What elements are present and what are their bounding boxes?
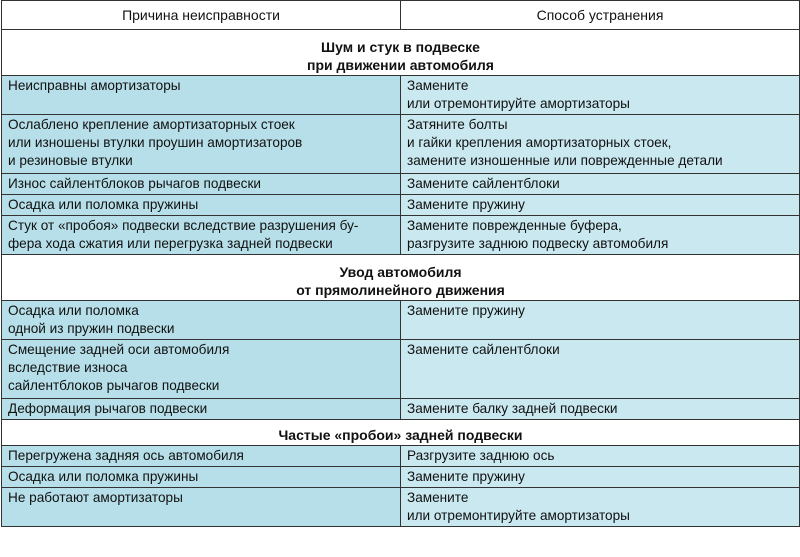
remedy-cell: Замените сайлентблоки — [401, 174, 800, 195]
table-row — [2, 76, 800, 115]
remedy-cell: Замените или отремонтируйте амортизаторы — [401, 76, 800, 115]
table-row — [2, 174, 800, 195]
remedy-cell: Замените балку задней подвески — [401, 399, 800, 420]
cause-cell: Осадка или поломка пружины — [2, 195, 401, 216]
remedy-cell: Затяните болты и гайки крепления амортизаторных стоек, замените изношенные или поврежденные детали — [401, 115, 800, 174]
cause-cell: Износ сайлентблоков рычагов подвески — [2, 174, 401, 195]
table-row — [2, 399, 800, 420]
cause-cell: Осадка или поломка пружины — [2, 467, 401, 488]
table-header-row — [2, 1, 800, 30]
cause-cell: Осадка или поломка одной из пружин подвески — [2, 301, 401, 340]
table-row — [2, 488, 800, 527]
cause-cell: Не работают амортизаторы — [2, 488, 401, 527]
remedy-cell: Разгрузите заднюю ось — [401, 446, 800, 467]
remedy-cell: Замените сайлентблоки — [401, 340, 800, 399]
section-title-bottoming: Частые «пробои» задней подвески — [2, 420, 800, 446]
cause-cell: Деформация рычагов подвески — [2, 399, 401, 420]
cause-cell: Неисправны амортизаторы — [2, 76, 401, 115]
table-row — [2, 216, 800, 255]
table-row — [2, 467, 800, 488]
section-title-noise: Шум и стук в подвеске при движении автомобиля — [2, 30, 800, 76]
cause-cell: Стук от «пробоя» подвески вследствие разрушения бу- фера хода сжатия или перегрузка задней подвески — [2, 216, 401, 255]
header-remedy: Способ устранения — [401, 1, 800, 30]
section-title-row — [2, 420, 800, 446]
section-title-drift: Увод автомобиля от прямолинейного движения — [2, 255, 800, 301]
cause-cell: Смещение задней оси автомобиля вследствие износа сайлентблоков рычагов подвески — [2, 340, 401, 399]
cause-cell: Перегружена задняя ось автомобиля — [2, 446, 401, 467]
remedy-cell: Замените пружину — [401, 467, 800, 488]
section-title-row — [2, 30, 800, 76]
table-row — [2, 301, 800, 340]
remedy-cell: Замените пружину — [401, 301, 800, 340]
remedy-cell: Замените или отремонтируйте амортизаторы — [401, 488, 800, 527]
table-row — [2, 340, 800, 399]
remedy-cell: Замените поврежденные буфера, разгрузите заднюю подвеску автомобиля — [401, 216, 800, 255]
troubleshooting-table — [1, 0, 800, 527]
remedy-cell: Замените пружину — [401, 195, 800, 216]
table-row — [2, 115, 800, 174]
section-title-row — [2, 255, 800, 301]
header-cause: Причина неисправности — [2, 1, 401, 30]
table-row — [2, 195, 800, 216]
table-row — [2, 446, 800, 467]
cause-cell: Ослаблено крепление амортизаторных стоек или изношены втулки проушин амортизаторов и резиновые втулки — [2, 115, 401, 174]
